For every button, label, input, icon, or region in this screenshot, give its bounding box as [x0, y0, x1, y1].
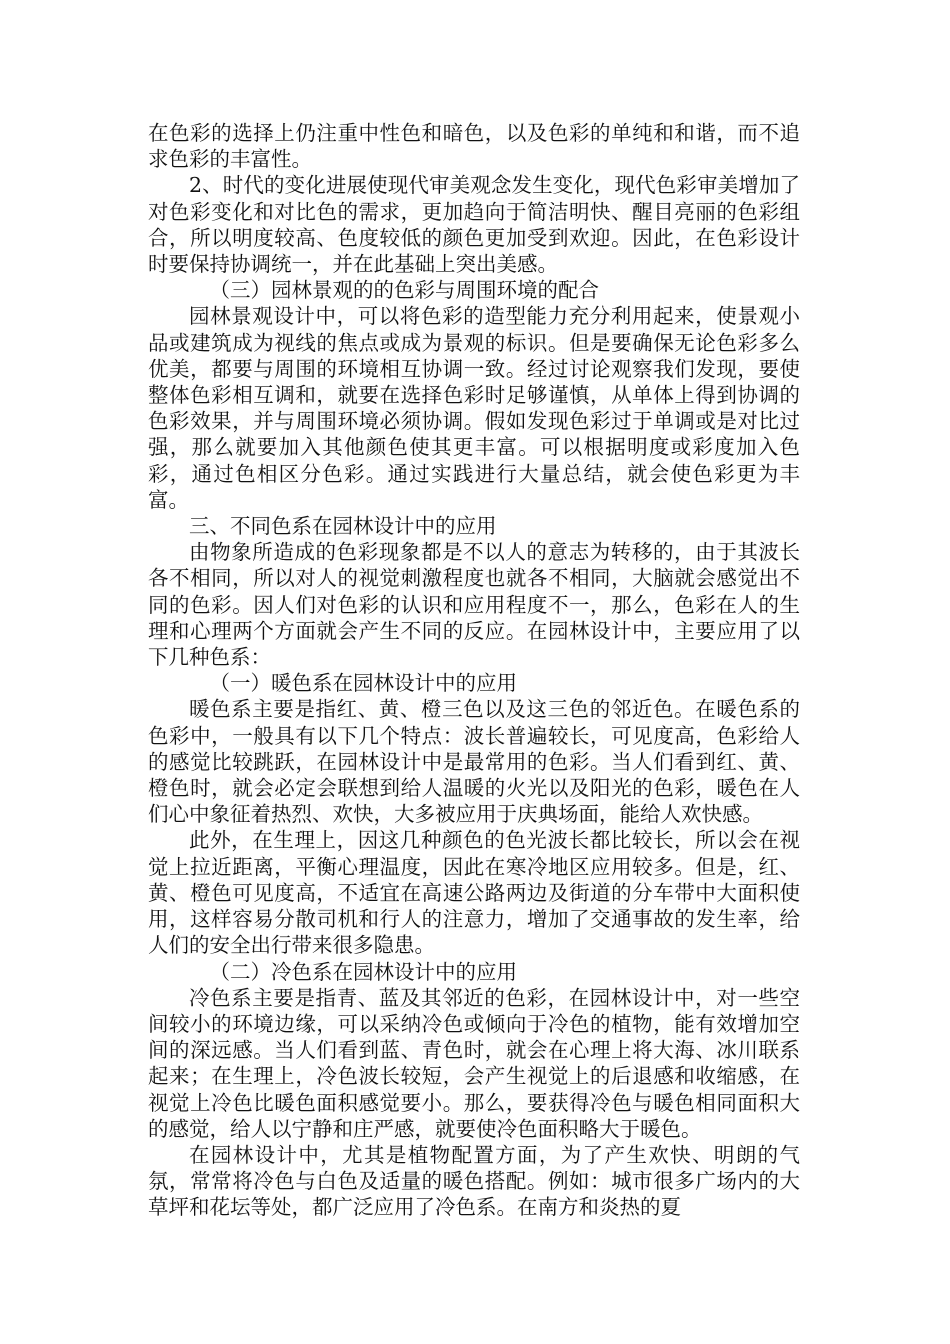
section-heading-color-systems: 三、不同色系在园林设计中的应用 [189, 514, 497, 539]
paragraph-aesthetics-change: 2、时代的变化进展使现代审美观念发生变化，现代色彩审美增加了对色彩变化和对比色的需求，更加趋向于简洁明快、醒目亮丽的色彩组合，所以明度较高、色度较低的颜色更加受到欢迎。因此，在色彩设计时要保持协调统一，并在此基础上突出美感。 [148, 173, 800, 277]
paragraph-cool-colors-planting: 在园林设计中，尤其是植物配置方面，为了产生欢快、明朗的气氛，常常将冷色与白色及适量的暖色搭配。例如：城市很多广场内的大草坪和花坛等处，都广泛应用了冷色系。在南方和炎热的夏 [148, 1142, 800, 1220]
paragraph-environment-harmony: 园林景观设计中，可以将色彩的造型能力充分利用起来，使景观小品或建筑成为视线的焦点或成为景观的标识。但是要确保无论色彩多么优美，都要与周围的环境相互协调一致。经过讨论观察我们发现，要使整体色彩相互调和，就要在选择色彩时足够谨慎，从单体上得到协调的色彩效果，并与周围环境必须协调。假如发现色彩过于单调或是对比过强，那么就要加入其他颜色使其更丰富。可以根据明度或彩度加入色彩，通过色相区分色彩。通过实践进行大量总结，就会使色彩更为丰富。 [148, 304, 800, 512]
paragraph-warm-colors-physiology: 此外，在生理上，因这几种颜色的色光波长都比较长，所以会在视觉上拉近距离，平衡心理温度，因此在寒冷地区应用较多。但是，红、黄、橙色可见度高，不适宜在高速公路两边及街道的分车带中大面积使用，这样容易分散司机和行人的注意力，增加了交通事故的发生率，给人们的安全出行带来很多隐患。 [148, 828, 800, 958]
section-heading-environment-harmony: （三）园林景观的的色彩与周围环境的配合 [209, 278, 599, 303]
section-heading-warm-colors: （一）暖色系在园林设计中的应用 [209, 671, 517, 696]
paragraph-color-systems-intro: 由物象所造成的色彩现象都是不以人的意志为转移的，由于其波长各不相同，所以对人的视觉刺激程度也就各不相同，大脑就会感觉出不同的色彩。因人们对色彩的认识和应用程度不一，那么，色彩在人的生理和心理两个方面就会产生不同的反应。在园林设计中，主要应用了以下几种色系： [148, 540, 800, 670]
paragraph-continuation: 在色彩的选择上仍注重中性色和暗色，以及色彩的单纯和和谐，而不追求色彩的丰富性。 [148, 121, 800, 172]
document-body [148, 120, 800, 1221]
paragraph-warm-colors: 暖色系主要是指红、黄、橙三色以及这三色的邻近色。在暖色系的色彩中，一般具有以下几个特点：波长普遍较长，可见度高，色彩给人的感觉比较跳跃，在园林设计中是最常用的色彩。当人们看到红、黄、橙色时，就会必定会联想到给人温暖的火光以及阳光的色彩，暖色在人们心中象征着热烈、欢快，大多被应用于庆典场面，能给人欢快感。 [148, 697, 800, 827]
section-heading-cool-colors: （二）冷色系在园林设计中的应用 [209, 959, 517, 984]
paragraph-cool-colors: 冷色系主要是指青、蓝及其邻近的色彩，在园林设计中，对一些空间较小的环境边缘，可以采纳冷色或倾向于冷色的植物，能有效增加空间的深远感。当人们看到蓝、青色时，就会在心理上将大海、冰川联系起来；在生理上，冷色波长较短，会产生视觉上的后退感和收缩感，在视觉上冷色比暖色面积感觉要小。那么，要获得冷色与暖色相同面积大的感觉，给人以宁静和庄严感，就要使冷色面积略大于暖色。 [148, 985, 800, 1141]
